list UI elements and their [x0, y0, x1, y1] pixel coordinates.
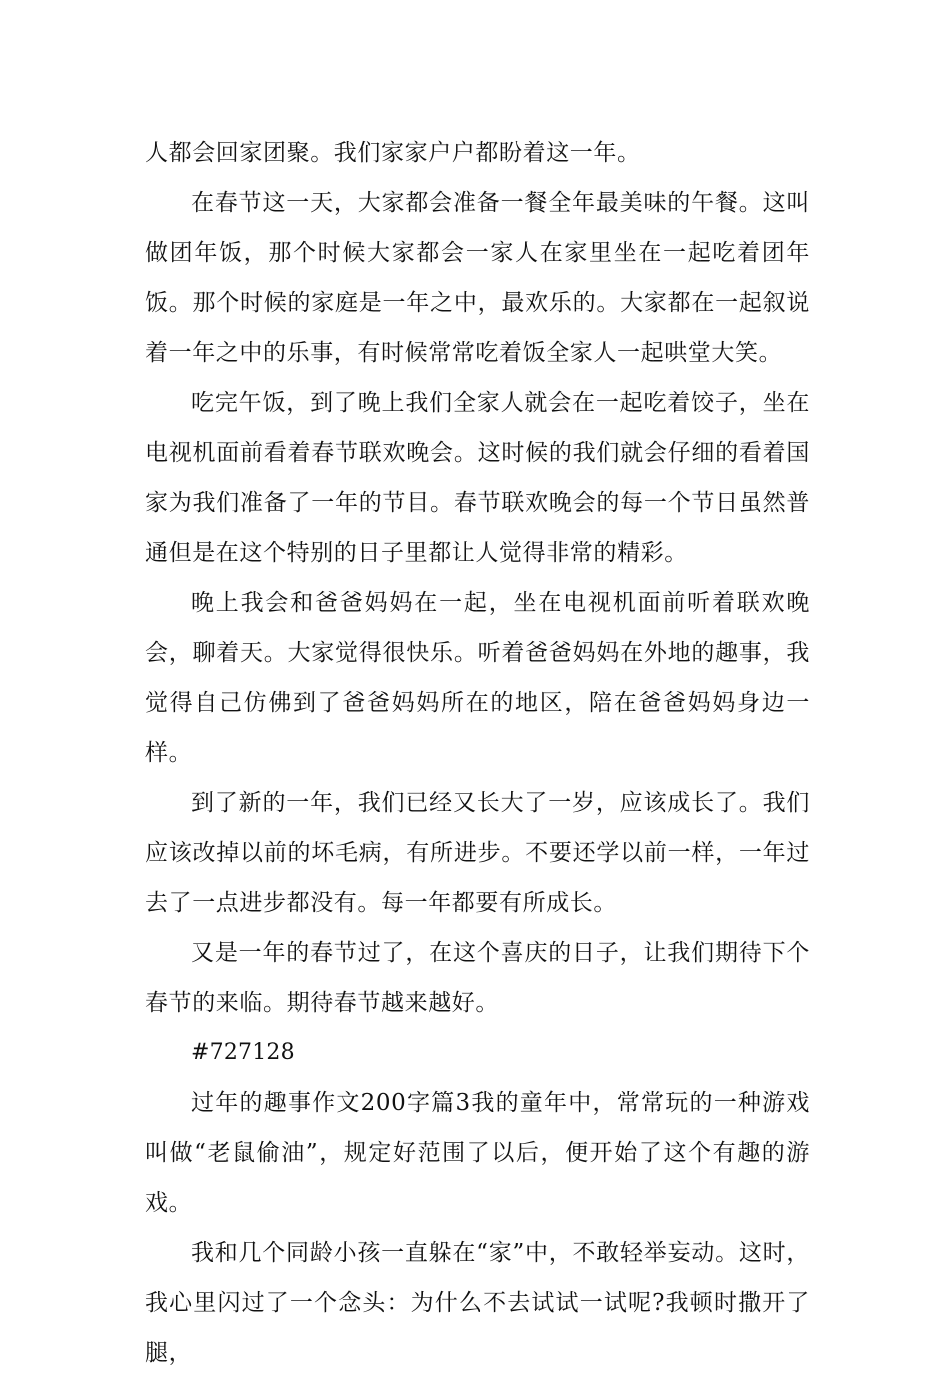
paragraph-3: 吃完午饭，到了晚上我们全家人就会在一起吃着饺子，坐在电视机面前看着春节联欢晚会。这时候的我们就会仔细的看着国家为我们准备了一年的节目。春节联欢晚会的每一个节日虽然普通但是在这个特别的日子里都让人觉得非常的精彩。 [145, 390, 810, 566]
document-page [145, 128, 810, 1378]
paragraph-7: 过年的趣事作文200字篇3我的童年中，常常玩的一种游戏叫做“老鼠偷油”，规定好范围了以后，便开始了这个有趣的游戏。 [145, 1090, 810, 1216]
paragraph-1: 人都会回家团聚。我们家家户户都盼着这一年。 [145, 140, 641, 166]
paragraph-4: 晚上我会和爸爸妈妈在一起，坐在电视机面前听着联欢晚会，聊着天。大家觉得很快乐。听着爸爸妈妈在外地的趣事，我觉得自己仿佛到了爸爸妈妈所在的地区，陪在爸爸妈妈身边一样。 [145, 590, 810, 766]
paragraph-5: 到了新的一年，我们已经又长大了一岁，应该成长了。我们应该改掉以前的坏毛病，有所进步。不要还学以前一样，一年过去了一点进步都没有。每一年都要有所成长。 [145, 790, 810, 916]
paragraph-8: 我和几个同龄小孩一直躲在“家”中，不敢轻举妄动。这时，我心里闪过了一个念头：为什么不去试试一试呢?我顿时撒开了腿， [145, 1240, 810, 1366]
paragraph-6: 又是一年的春节过了，在这个喜庆的日子，让我们期待下个春节的来临。期待春节越来越好。 [145, 940, 810, 1016]
paragraph-2: 在春节这一天，大家都会准备一餐全年最美味的午餐。这叫做团年饭，那个时候大家都会一家人在家里坐在一起吃着团年饭。那个时候的家庭是一年之中，最欢乐的。大家都在一起叙说着一年之中的乐事，有时候常常吃着饭全家人一起哄堂大笑。 [145, 190, 810, 366]
article-id-tag: #727128 [191, 1040, 295, 1065]
